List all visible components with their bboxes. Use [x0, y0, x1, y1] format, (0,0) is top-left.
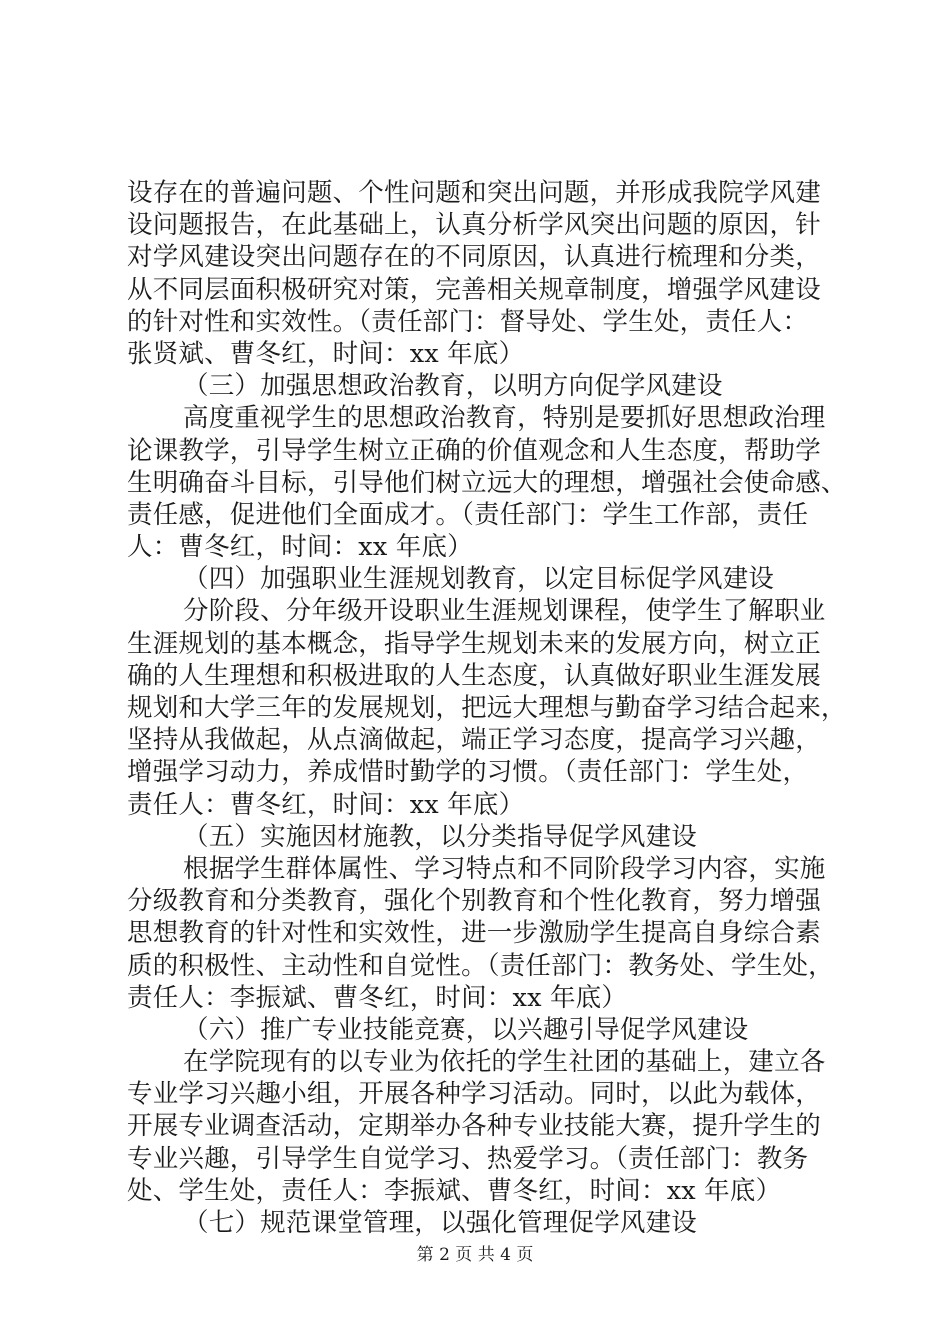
text-line: 高度重视学生的思想政治教育，特别是要抓好思想政治理 — [183, 403, 826, 434]
text-line: （三）加强思想政治教育，以明方向促学风建设 — [183, 371, 723, 402]
text-line: （七）规范课堂管理，以强化管理促学风建设 — [183, 1208, 698, 1238]
text-line: 生涯规划的基本概念，指导学生规划未来的发展方向，树立正 — [127, 628, 821, 659]
document-body — [127, 177, 847, 1239]
text-line: 专业兴趣，引导学生自觉学习、热爱学习。（责任部门：教务 — [127, 1143, 809, 1174]
text-line: 增强学习动力，养成惜时勤学的习惯。（责任部门：学生处， — [127, 757, 809, 788]
text-line: 处、学生处，责任人：李振斌、曹冬红，时间：xx 年底） — [127, 1175, 782, 1206]
text-line: 生明确奋斗目标，引导他们树立远大的理想，增强社会使命感、 — [127, 467, 847, 498]
text-line: 张贤斌、曹冬红，时间：xx 年底） — [127, 338, 525, 369]
text-line: 责任人：李振斌、曹冬红，时间：xx 年底） — [127, 982, 628, 1013]
text-line: 确的人生理想和积极进取的人生态度，认真做好职业生涯发展 — [127, 660, 821, 691]
text-line: 人：曹冬红，时间：xx 年底） — [127, 532, 473, 563]
text-line: 坚持从我做起，从点滴做起，端正学习态度，提高学习兴趣， — [127, 725, 821, 756]
text-line: 设问题报告，在此基础上，认真分析学风突出问题的原因，针 — [127, 210, 821, 241]
text-line: 规划和大学三年的发展规划，把远大理想与勤奋学习结合起来， — [127, 693, 847, 723]
text-line: 根据学生群体属性、学习特点和不同阶段学习内容，实施 — [183, 853, 826, 884]
text-line: 责任感，促进他们全面成才。（责任部门：学生工作部，责任 — [127, 499, 809, 530]
text-line: 论课教学，引导学生树立正确的价值观念和人生态度，帮助学 — [127, 435, 821, 466]
text-line: 设存在的普遍问题、个性问题和突出问题，并形成我院学风建 — [127, 178, 821, 208]
text-line: （五）实施因材施教，以分类指导促学风建设 — [183, 821, 698, 852]
text-line: 分阶段、分年级开设职业生涯规划课程，使学生了解职业 — [183, 596, 826, 627]
text-line: 质的积极性、主动性和自觉性。（责任部门：教务处、学生处， — [127, 950, 834, 981]
text-line: （六）推广专业技能竞赛，以兴趣引导促学风建设 — [183, 1014, 749, 1045]
text-line: 对学风建设突出问题存在的不同原因，认真进行梳理和分类， — [127, 242, 821, 273]
text-line: 在学院现有的以专业为依托的学生社团的基础上，建立各 — [183, 1047, 826, 1078]
page-footer: 第 2 页 共 4 页 — [416, 1245, 534, 1265]
text-line: 思想教育的针对性和实效性，进一步激励学生提高自身综合素 — [127, 918, 821, 949]
text-line: 开展专业调查活动，定期举办各种专业技能大赛，提升学生的 — [127, 1111, 821, 1142]
text-line: 分级教育和分类教育，强化个别教育和个性化教育，努力增强 — [127, 886, 821, 917]
text-line: （四）加强职业生涯规划教育，以定目标促学风建设 — [183, 564, 775, 595]
text-line: 的针对性和实效性。（责任部门：督导处、学生处，责任人： — [127, 306, 809, 337]
text-line: 责任人：曹冬红，时间：xx 年底） — [127, 789, 525, 820]
text-line: 从不同层面积极研究对策，完善相关规章制度，增强学风建设 — [127, 274, 821, 305]
text-line: 专业学习兴趣小组，开展各种学习活动。同时，以此为载体， — [127, 1079, 821, 1110]
